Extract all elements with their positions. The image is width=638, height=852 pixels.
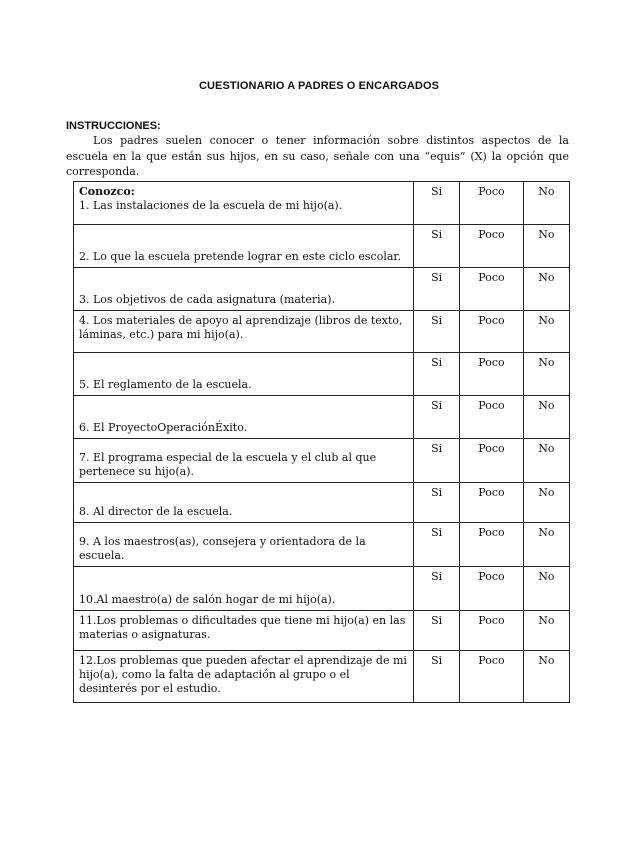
table-row — [74, 225, 570, 268]
table-row — [74, 182, 570, 225]
option-poco[interactable]: Poco — [460, 611, 524, 651]
option-no[interactable]: No — [523, 311, 569, 353]
option-poco[interactable]: Poco — [460, 353, 524, 396]
table-heading: Conozco: — [79, 185, 135, 198]
table-row — [74, 523, 570, 567]
instructions-heading: INSTRUCCIONES: — [66, 120, 161, 132]
question-text: 11.Los problemas o dificultades que tiene mi hijo(a) en las materias o asignaturas. — [79, 614, 406, 641]
option-no[interactable]: No — [523, 567, 569, 611]
option-no[interactable]: No — [523, 483, 569, 523]
option-poco[interactable]: Poco — [460, 268, 524, 311]
option-si[interactable]: Si — [414, 182, 460, 225]
option-no[interactable]: No — [523, 182, 569, 225]
table-row — [74, 651, 570, 703]
option-si[interactable]: Si — [414, 268, 460, 311]
table-row — [74, 611, 570, 651]
option-poco[interactable]: Poco — [460, 651, 524, 703]
option-no[interactable]: No — [523, 439, 569, 483]
option-no[interactable]: No — [523, 396, 569, 439]
option-no[interactable]: No — [523, 651, 569, 703]
option-poco[interactable]: Poco — [460, 396, 524, 439]
question-cell — [74, 567, 414, 611]
question-cell — [74, 268, 414, 311]
document-title: CUESTIONARIO A PADRES O ENCARGADOS — [198, 80, 440, 92]
table-row — [74, 439, 570, 483]
table-row — [74, 353, 570, 396]
question-cell — [74, 651, 414, 703]
option-si[interactable]: Si — [414, 523, 460, 567]
table-row — [74, 483, 570, 523]
question-text: 4. Los materiales de apoyo al aprendizaje (libros de texto, láminas, etc.) para mi hijo(a). — [79, 314, 403, 341]
option-no[interactable]: No — [523, 353, 569, 396]
option-si[interactable]: Si — [414, 483, 460, 523]
option-poco[interactable]: Poco — [460, 483, 524, 523]
question-cell — [74, 439, 414, 483]
question-cell — [74, 311, 414, 353]
question-text: 2. Lo que la escuela pretende lograr en este ciclo escolar. — [79, 250, 401, 263]
question-text: 1. Las instalaciones de la escuela de mi hijo(a). — [79, 199, 343, 212]
option-poco[interactable]: Poco — [460, 439, 524, 483]
option-si[interactable]: Si — [414, 611, 460, 651]
question-cell — [74, 353, 414, 396]
option-si[interactable]: Si — [414, 567, 460, 611]
table-row — [74, 311, 570, 353]
option-no[interactable]: No — [523, 268, 569, 311]
option-poco[interactable]: Poco — [460, 523, 524, 567]
question-cell — [74, 182, 414, 225]
question-text: 8. Al director de la escuela. — [79, 505, 233, 518]
option-no[interactable]: No — [523, 523, 569, 567]
question-cell — [74, 611, 414, 651]
question-cell — [74, 396, 414, 439]
option-poco[interactable]: Poco — [460, 311, 524, 353]
option-poco[interactable]: Poco — [460, 182, 524, 225]
option-poco[interactable]: Poco — [460, 225, 524, 268]
question-text: 5. El reglamento de la escuela. — [79, 378, 252, 391]
instructions-text: Los padres suelen conocer o tener información sobre distintos aspectos de la escuela en la que están sus hijos, en su caso, señale con una “equis” (X) la opción que corresponda. — [66, 134, 569, 178]
option-si[interactable]: Si — [414, 439, 460, 483]
question-cell — [74, 225, 414, 268]
option-si[interactable]: Si — [414, 353, 460, 396]
table-row — [74, 567, 570, 611]
question-cell — [74, 523, 414, 567]
option-si[interactable]: Si — [414, 311, 460, 353]
option-si[interactable]: Si — [414, 651, 460, 703]
option-no[interactable]: No — [523, 611, 569, 651]
question-text: 6. El ProyectoOperaciónÉxito. — [79, 421, 248, 434]
option-si[interactable]: Si — [414, 396, 460, 439]
question-text: 12.Los problemas que pueden afectar el aprendizaje de mi hijo(a), como la falta de adaptación al grupo o el desinterés por el estudio. — [79, 654, 407, 695]
questionnaire-table — [73, 181, 570, 703]
option-si[interactable]: Si — [414, 225, 460, 268]
option-no[interactable]: No — [523, 225, 569, 268]
question-content — [79, 185, 408, 213]
table-row — [74, 268, 570, 311]
question-text: 10.Al maestro(a) de salón hogar de mi hijo(a). — [79, 593, 336, 606]
question-text: 7. El programa especial de la escuela y el club al que pertenece su hijo(a). — [79, 451, 377, 478]
question-text: 9. A los maestros(as), consejera y orientadora de la escuela. — [79, 535, 366, 562]
question-cell — [74, 483, 414, 523]
option-poco[interactable]: Poco — [460, 567, 524, 611]
question-text: 3. Los objetivos de cada asignatura (materia). — [79, 293, 335, 306]
table-row — [74, 396, 570, 439]
